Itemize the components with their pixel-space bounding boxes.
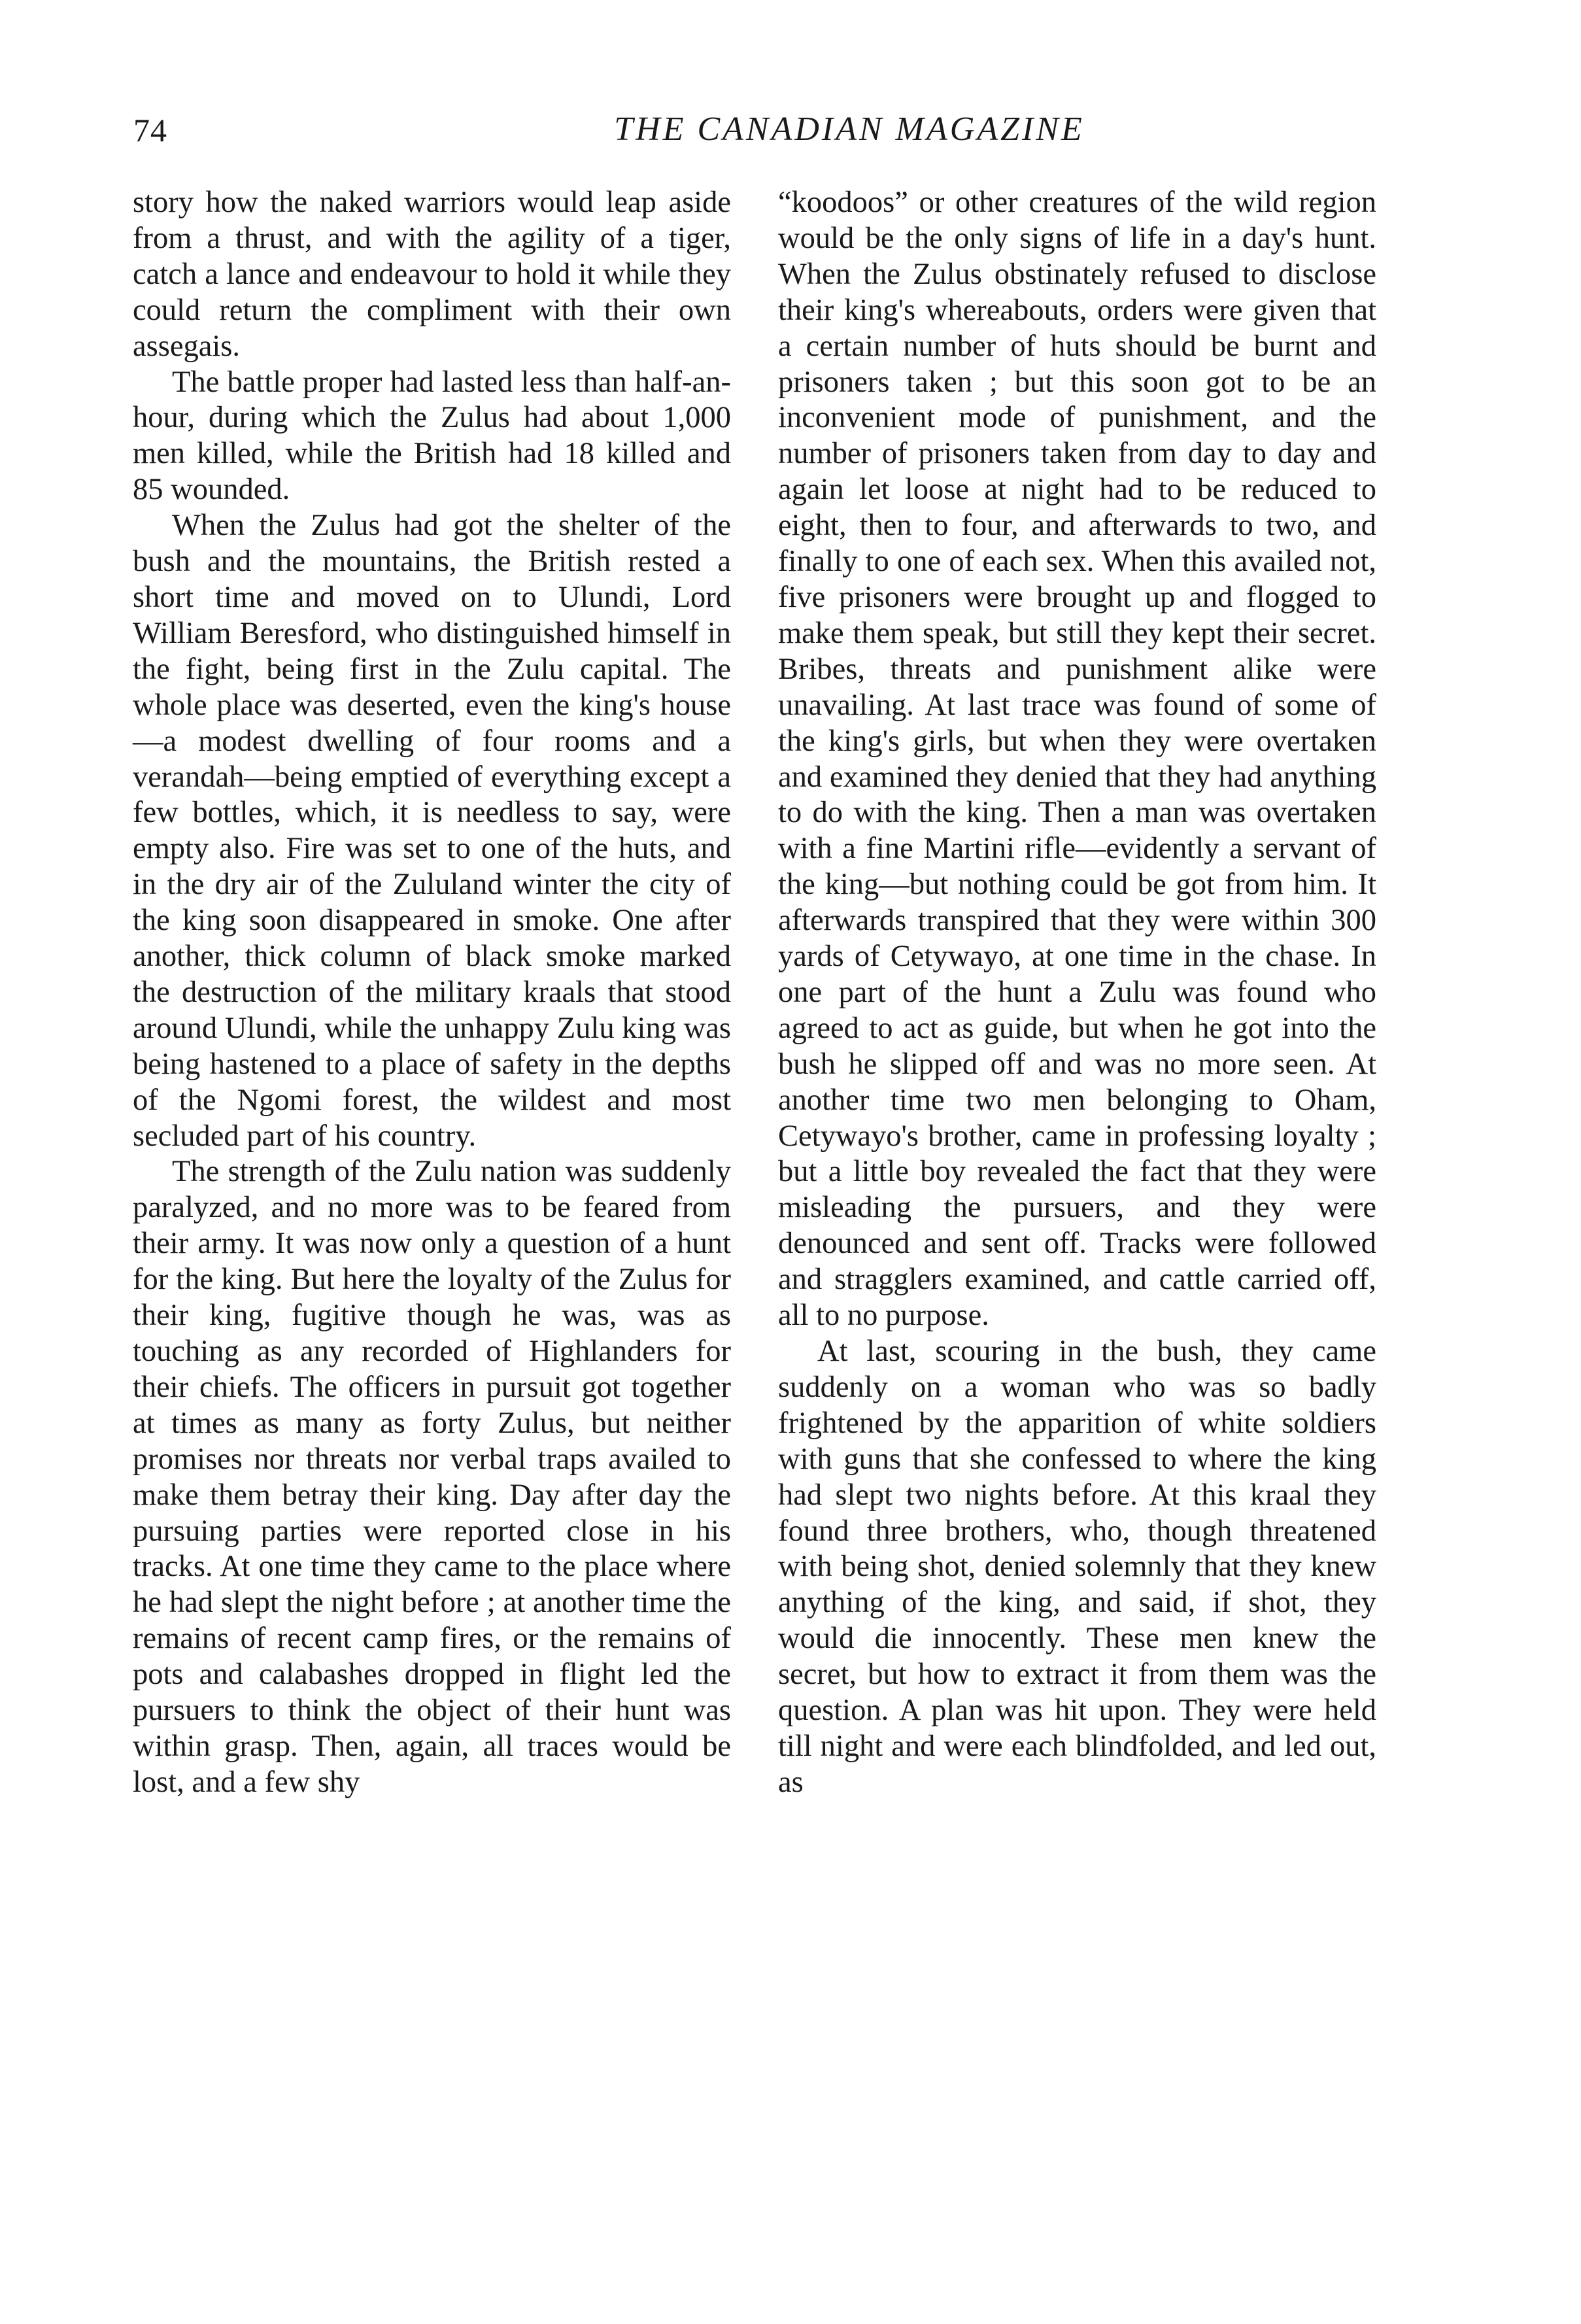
running-head: THE CANADIAN MAGAZINE: [614, 111, 1085, 148]
paragraph: story how the naked warriors would leap aside from a thrust, and with the agility of a tiger, catch a lance and endeavour to hold it while they could return the compliment with their own assegais.: [133, 186, 731, 363]
paragraph: “koodoos” or other creatures of the wild region would be the only signs of life in a day's hunt. When the Zulus obstinately refused to disclose their king's whereabouts, orders were given that a certain number of huts should be burnt and prisoners taken ; but this soon got to be an inconvenient mode of punishment, and the number of prisoners taken from day to day and again let loose at night had to be reduced to eight, then to four, and afterwards to two, and finally to one of each sex. When this availed not, five prisoners were brought up and flogged to make them speak, but still they kept their secret. Bribes, threats and punishment alike were unavailing. At last trace was found of some of the king's girls, but when they were overtaken and examined they denied that they had anything to do with the king. Then a man was overtaken with a fine Martini rifle—evidently a servant of the king—but nothing could be got from him. It afterwards transpired that they were within 300 yards of Cetywayo, at one time in the chase. In one part of the hunt a Zulu was found who agreed to act as guide, but when he got into the bush he slipped off and was no more seen. At another time two men belonging to Oham, Cetywayo's brother, came in professing loyalty ; but a little boy revealed the fact that they were misleading the pursuers, and they were denounced and sent off. Tracks were followed and stragglers examined, and cattle carried off, all to no purpose.: [778, 186, 1376, 1333]
paragraph: The strength of the Zulu nation was suddenly paralyzed, and no more was to be feared from their army. It was now only a question of a hunt for the king. But here the loyalty of the Zulus for their king, fugitive though he was, was as touching as any recorded of Highlanders for their chiefs. The officers in pursuit got together at times as many as forty Zulus, but neither promises nor threats nor verbal traps availed to make them betray their king. Day after day the pursuing parties were reported close in his tracks. At one time they came to the place where he had slept the night before ; at another time the remains of recent camp fires, or the remains of pots and calabashes dropped in flight led the pursuers to think the object of their hunt was within grasp. Then, again, all traces would be lost, and a few shy: [133, 1155, 731, 1799]
paragraph: When the Zulus had got the shelter of the bush and the mountains, the British rested a short time and moved on to Ulundi, Lord William Beresford, who distinguished himself in the fight, being first in the Zulu capital. The whole place was deserted, even the king's house—a modest dwelling of four rooms and a verandah—being emptied of everything except a few bottles, which, it is needless to say, were empty also. Fire was set to one of the huts, and in the dry air of the Zululand winter the city of the king soon disappeared in smoke. One after another, thick column of black smoke marked the destruction of the military kraals that stood around Ulundi, while the unhappy Zulu king was being hastened to a place of safety in the depths of the Ngomi forest, the wildest and most secluded part of his country.: [133, 509, 731, 1153]
left-column: [133, 185, 731, 1801]
paragraph: At last, scouring in the bush, they came suddenly on a woman who was so badly frightened by the apparition of white soldiers with guns that she confessed to where the king had slept two nights before. At this kraal they found three brothers, who, though threatened with being shot, denied solemnly that they knew anything of the king, and said, if shot, they would die innocently. These men knew the secret, but how to extract it from them was the question. A plan was hit upon. They were held till night and were each blindfolded, and led out, as: [778, 1335, 1376, 1799]
right-column: [778, 185, 1376, 1801]
page-number: 74: [133, 112, 167, 148]
paragraph: The battle proper had lasted less than half-an-hour, during which the Zulus had about 1,000 men killed, while the British had 18 killed and 85 wounded.: [133, 365, 731, 507]
